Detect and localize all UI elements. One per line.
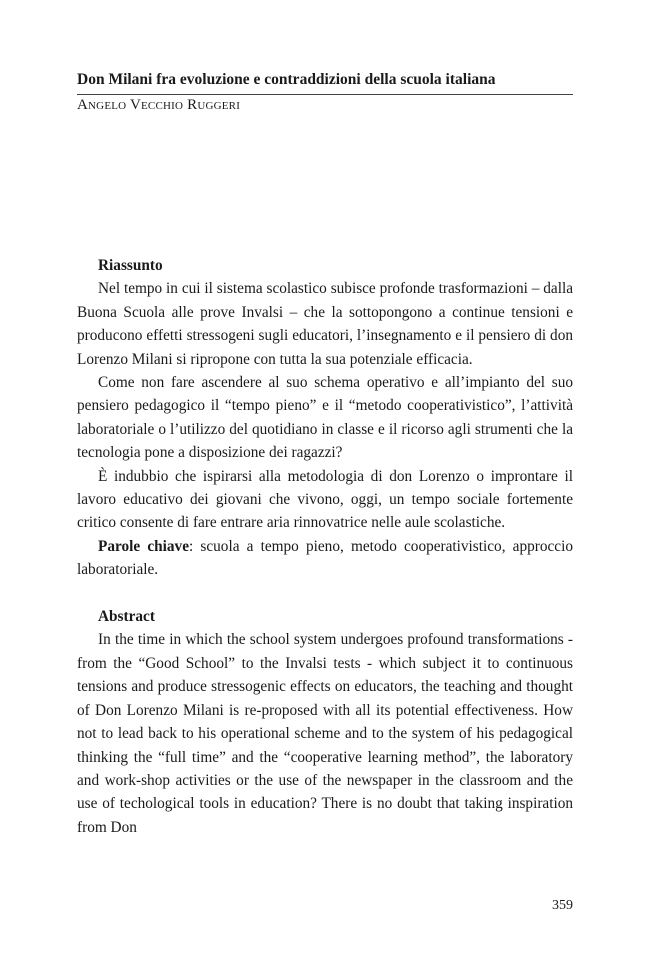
abstract-paragraph: In the time in which the school system undergoes profound transformations - from the “Good School” to the Invalsi tests - which subject it to continuous tensions and produce stressogenic effects on educators, the teaching and thought of Don Lorenzo Milani is re-proposed with all its potential effectiveness. How not to lead back to his operational scheme and to the system of his pedagogical thinking the “full time” and the “cooperative learning method”, the laboratory and work-shop activities or the use of the newspaper in the classroom and the use of techological tools in education? There is no doubt that taking inspiration from Don	[77, 631, 573, 836]
article-title: Don Milani fra evoluzione e contraddizioni della scuola italiana	[77, 71, 496, 88]
header-divider	[77, 94, 573, 95]
author-name: Angelo Vecchio Ruggeri	[77, 97, 241, 113]
running-header	[77, 69, 573, 114]
keywords-paragraph	[77, 535, 573, 582]
page-number: 359	[552, 898, 573, 913]
riassunto-paragraph: Nel tempo in cui il sistema scolastico subisce profonde trasformazioni – dalla Buona Scuola alle prove Invalsi – che la sottopongono a continue tensioni e producono effetti stressogeni sugli educatori, l’insegnamento e il pensiero di don Lorenzo Milani si ripropone con tutta la sua potenziale efficacia.	[77, 280, 573, 368]
riassunto-heading: Riassunto	[98, 257, 163, 274]
keywords-label: Parole chiave	[98, 537, 189, 555]
riassunto-paragraph: Come non fare ascendere al suo schema operativo e all’impianto del suo pensiero pedagogico il “tempo pieno” e il “metodo cooperativistico”, l’attività laboratoriale o l’utilizzo del quotidiano in classe e il ricorso agli strumenti che la tecnologia pone a disposizione dei ragazzi?	[77, 374, 573, 462]
abstract-heading: Abstract	[98, 608, 155, 626]
riassunto-paragraph: È indubbio che ispirarsi alla metodologia di don Lorenzo o improntare il lavoro educativo dei giovani che vivono, oggi, un tempo sociale fortemente critico consente di fare entrare aria rinnovatrice nelle aule scolastiche.	[77, 467, 573, 532]
keywords-text: : scuola a tempo pieno, metodo cooperativistico, approccio laboratoriale.	[77, 537, 573, 579]
article-body	[77, 254, 573, 839]
